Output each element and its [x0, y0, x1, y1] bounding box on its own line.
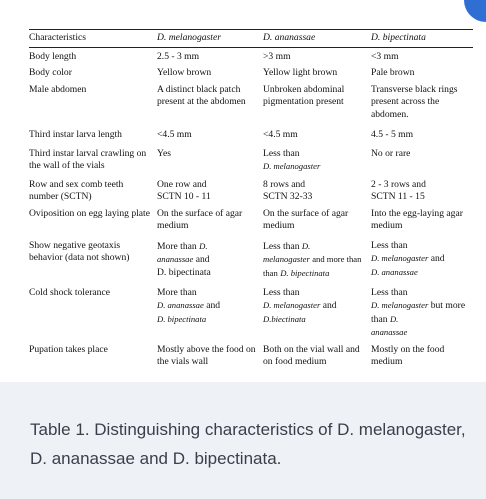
- table-row: Body length 2.5 - 3 mm >3 mm <3 mm: [29, 51, 399, 63]
- table-row: Pupation takes place Mostly above the food on the vials wall Both on the vial wall and on food medium Mostly on the food medium: [29, 343, 445, 368]
- table-row: Third instar larva length <4.5 mm <4.5 mm 4.5 - 5 mm: [29, 128, 414, 140]
- table-row: Show negative geotaxis behavior (data not shown) More than D. ananassae and D. bipectinata Less than D. melanogaster and more than than D. bipectinata Less than D. melanogaster and D. ananassae: [29, 239, 445, 278]
- table-caption: Table 1. Distinguishing characteristics of D. melanogaster, D. ananassae and D. bipectinata.: [30, 420, 466, 468]
- header-melanogaster: D. melanogaster: [157, 30, 263, 48]
- table-row: Cold shock tolerance More than D. ananassae and D. bipectinata Less than D. melanogaster and D.biectinata Less than D. melanogaster but more than D. ananassae: [29, 286, 466, 338]
- table-header-row: [29, 30, 473, 48]
- characteristics-table: [29, 29, 473, 371]
- header-ananassae: D. ananassae: [263, 30, 371, 48]
- header-bipectinata: D. bipectinata: [371, 30, 473, 48]
- table-row: Row and sex comb teeth number (SCTN) One row and SCTN 10 - 11 8 rows and SCTN 32-33 2 - 3 rows and SCTN 11 - 15: [29, 178, 426, 203]
- header-characteristics: Characteristics: [29, 30, 157, 48]
- table-row: Male abdomen A distinct black patch present at the abdomen Unbroken abdominal pigmentation present Transverse black rings present across the abdomen.: [29, 83, 458, 120]
- corner-accent: [464, 0, 486, 22]
- table-row: Body color Yellow brown Yellow light brown Pale brown: [29, 66, 415, 78]
- table-row: Oviposition on egg laying plate On the surface of agar medium On the surface of agar medium Into the egg-laying agar medium: [29, 207, 463, 232]
- table-row: Third instar larval crawling on the wall of the vials Yes Less than D. melanogaster No or rare: [29, 147, 411, 172]
